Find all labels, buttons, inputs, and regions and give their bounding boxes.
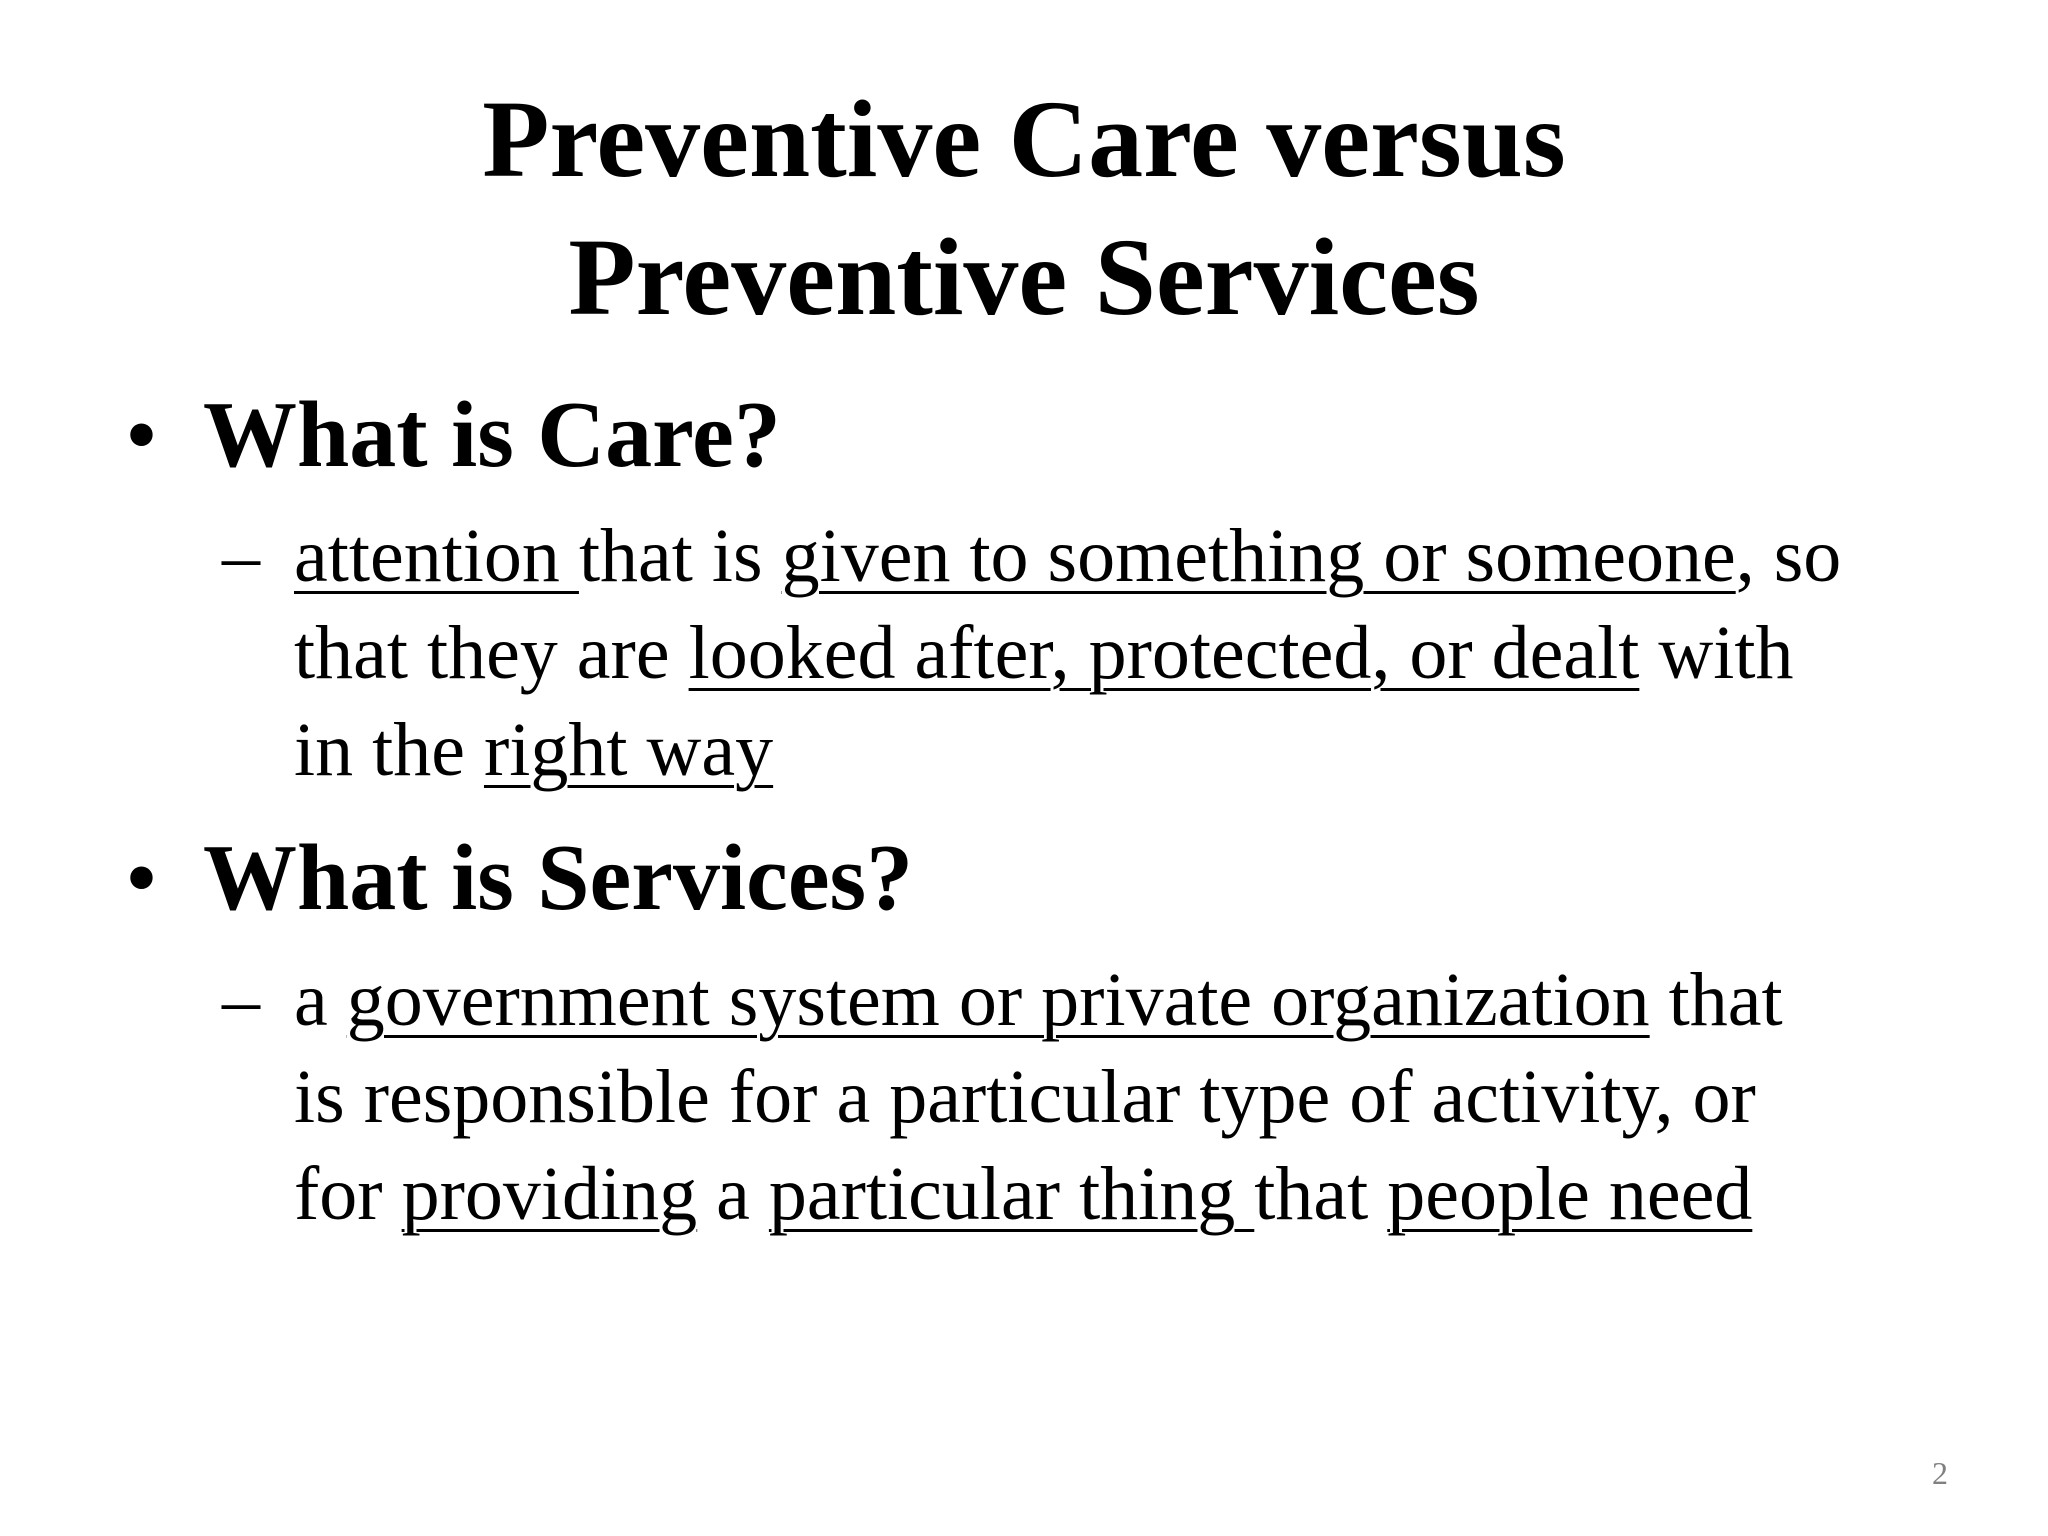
underlined-term: looked after, protected, or dealt xyxy=(688,611,1640,695)
definition-text: with xyxy=(1639,611,1794,695)
slide-title xyxy=(0,70,2048,346)
underlined-term: government system or private organization xyxy=(346,958,1650,1042)
definition-text: for xyxy=(294,1152,402,1236)
bullet-marker: • xyxy=(125,826,158,930)
sub-bullet-marker: – xyxy=(222,958,260,1042)
title-line-1: Preventive Care versus xyxy=(482,78,1566,200)
definition-line xyxy=(222,952,1962,1049)
definition-text: that xyxy=(1254,1152,1388,1236)
underlined-term: providing xyxy=(401,1152,698,1236)
sub-bullet-marker: – xyxy=(222,514,260,598)
definition-text: that is xyxy=(578,514,782,598)
definition-text: a xyxy=(697,1152,769,1236)
definition-text: , so xyxy=(1735,514,1842,598)
underlined-term: attention xyxy=(294,514,579,598)
underlined-term: right way xyxy=(483,708,774,792)
bullet-heading: What is Services? xyxy=(203,826,914,930)
underlined-term: people need xyxy=(1387,1152,1753,1236)
definition-care xyxy=(222,508,1962,799)
definition-text: a xyxy=(294,958,347,1042)
definition-line xyxy=(222,605,1962,702)
bullet-heading: What is Care? xyxy=(203,383,781,487)
definition-services xyxy=(222,952,1962,1243)
bullet-marker: • xyxy=(125,383,158,487)
definition-text: in the xyxy=(294,708,484,792)
underlined-term: particular thing xyxy=(768,1152,1255,1236)
definition-line xyxy=(222,1049,1962,1146)
definition-line xyxy=(222,508,1962,605)
definition-line xyxy=(222,702,1962,799)
title-line-2: Preventive Services xyxy=(568,216,1480,338)
definition-text: is responsible for a particular type of activity, or xyxy=(294,1055,1756,1139)
bullet-care-question xyxy=(125,380,1925,490)
definition-text: that xyxy=(1649,958,1783,1042)
definition-line xyxy=(222,1146,1962,1243)
bullet-services-question xyxy=(125,823,1925,933)
definition-text: that they are xyxy=(294,611,689,695)
underlined-term: given to something or someone xyxy=(781,514,1736,598)
page-number: 2 xyxy=(1932,1455,1948,1491)
